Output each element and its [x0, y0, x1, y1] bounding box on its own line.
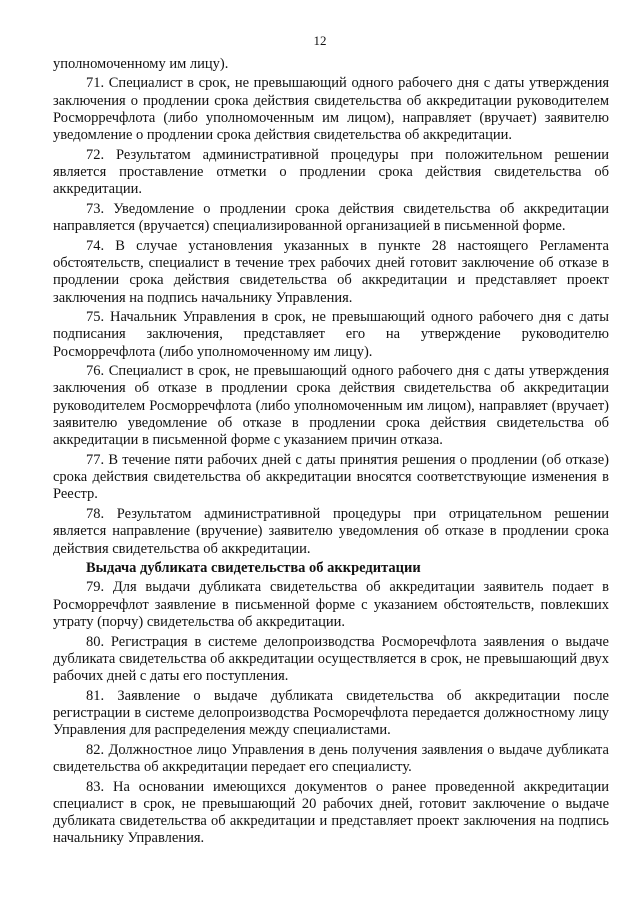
paragraph-79: 79. Для выдачи дубликата свидетельства об аккредитации заявитель подает в Росморречфлот заявление в письменной форме с указанием обстоятельств, повлекших утрату (порчу) свидетельства об аккредитации.	[53, 579, 609, 631]
page-number: 12	[313, 33, 327, 48]
paragraph-72: 72. Результатом административной процедуры при положительном решении является проставление отметки о продлении срока действия свидетельства об аккредитации.	[53, 146, 609, 198]
document-body	[53, 56, 609, 850]
paragraph-76: 76. Специалист в срок, не превышающий одного рабочего дня с даты утверждения заключения об отказе в продлении срока действия свидетельства об аккредитации руководителем Росморречфлота (либо уполномоченным им лицом), направляет (вручает) заявителю уведомление об отказе в продлении срока действия свидетельства об аккредитации в письменной форме с указанием причин отказа.	[53, 363, 609, 449]
paragraph-73: 73. Уведомление о продлении срока действия свидетельства об аккредитации направляется (вручается) специализированной организацией в письменной форме.	[53, 200, 609, 235]
paragraph-71: 71. Специалист в срок, не превышающий одного рабочего дня с даты утверждения заключения о продлении срока действия свидетельства об аккредитации руководителем Росморречфлота (либо уполномоченным им лицом), направляет (вручает) заявителю уведомление о продлении срока действия свидетельства об аккредитации.	[53, 75, 609, 144]
section-heading: Выдача дубликата свидетельства об аккредитации	[86, 560, 421, 576]
paragraph-continuation: уполномоченному им лицу).	[53, 56, 229, 72]
paragraph-74: 74. В случае установления указанных в пункте 28 настоящего Регламента обстоятельств, специалист в течение трех рабочих дней готовит заключение об отказе в продлении срока действия свидетельства об аккредитации и представляет проект заключения на подпись начальнику Управления.	[53, 237, 609, 306]
paragraph-75: 75. Начальник Управления в срок, не превышающий одного рабочего дня с даты подписания заключения, представляет его на утверждение руководителю Росморречфлота (либо уполномоченному им лицу).	[53, 309, 609, 360]
paragraph-83: 83. На основании имеющихся документов о ранее проведенной аккредитации специалист в срок, не превышающий 20 рабочих дней, готовит заключение о выдаче дубликата свидетельства об аккредитации и представляет проект заключения на подпись начальнику Управления.	[53, 778, 609, 847]
paragraph-81: 81. Заявление о выдаче дубликата свидетельства об аккредитации после регистрации в системе делопроизводства Росморечфлота передается должностному лицу Управления для распределения между специалистами.	[53, 687, 609, 739]
paragraph-77: 77. В течение пяти рабочих дней с даты принятия решения о продлении (об отказе) срока действия свидетельства об аккредитации вносятся соответствующие изменения в Реестр.	[53, 451, 609, 503]
paragraph-80: 80. Регистрация в системе делопроизводства Росморечфлота заявления о выдаче дубликата свидетельства об аккредитации осуществляется в срок, не превышающий двух рабочих дней с даты его поступления.	[53, 633, 609, 685]
paragraph-82: 82. Должностное лицо Управления в день получения заявления о выдаче дубликата свидетельства об аккредитации передает его специалисту.	[53, 741, 609, 776]
paragraph-78: 78. Результатом административной процедуры при отрицательном решении является направление (вручение) заявителю уведомления об отказе в продлении срока действия свидетельства об аккредитации.	[53, 505, 609, 557]
